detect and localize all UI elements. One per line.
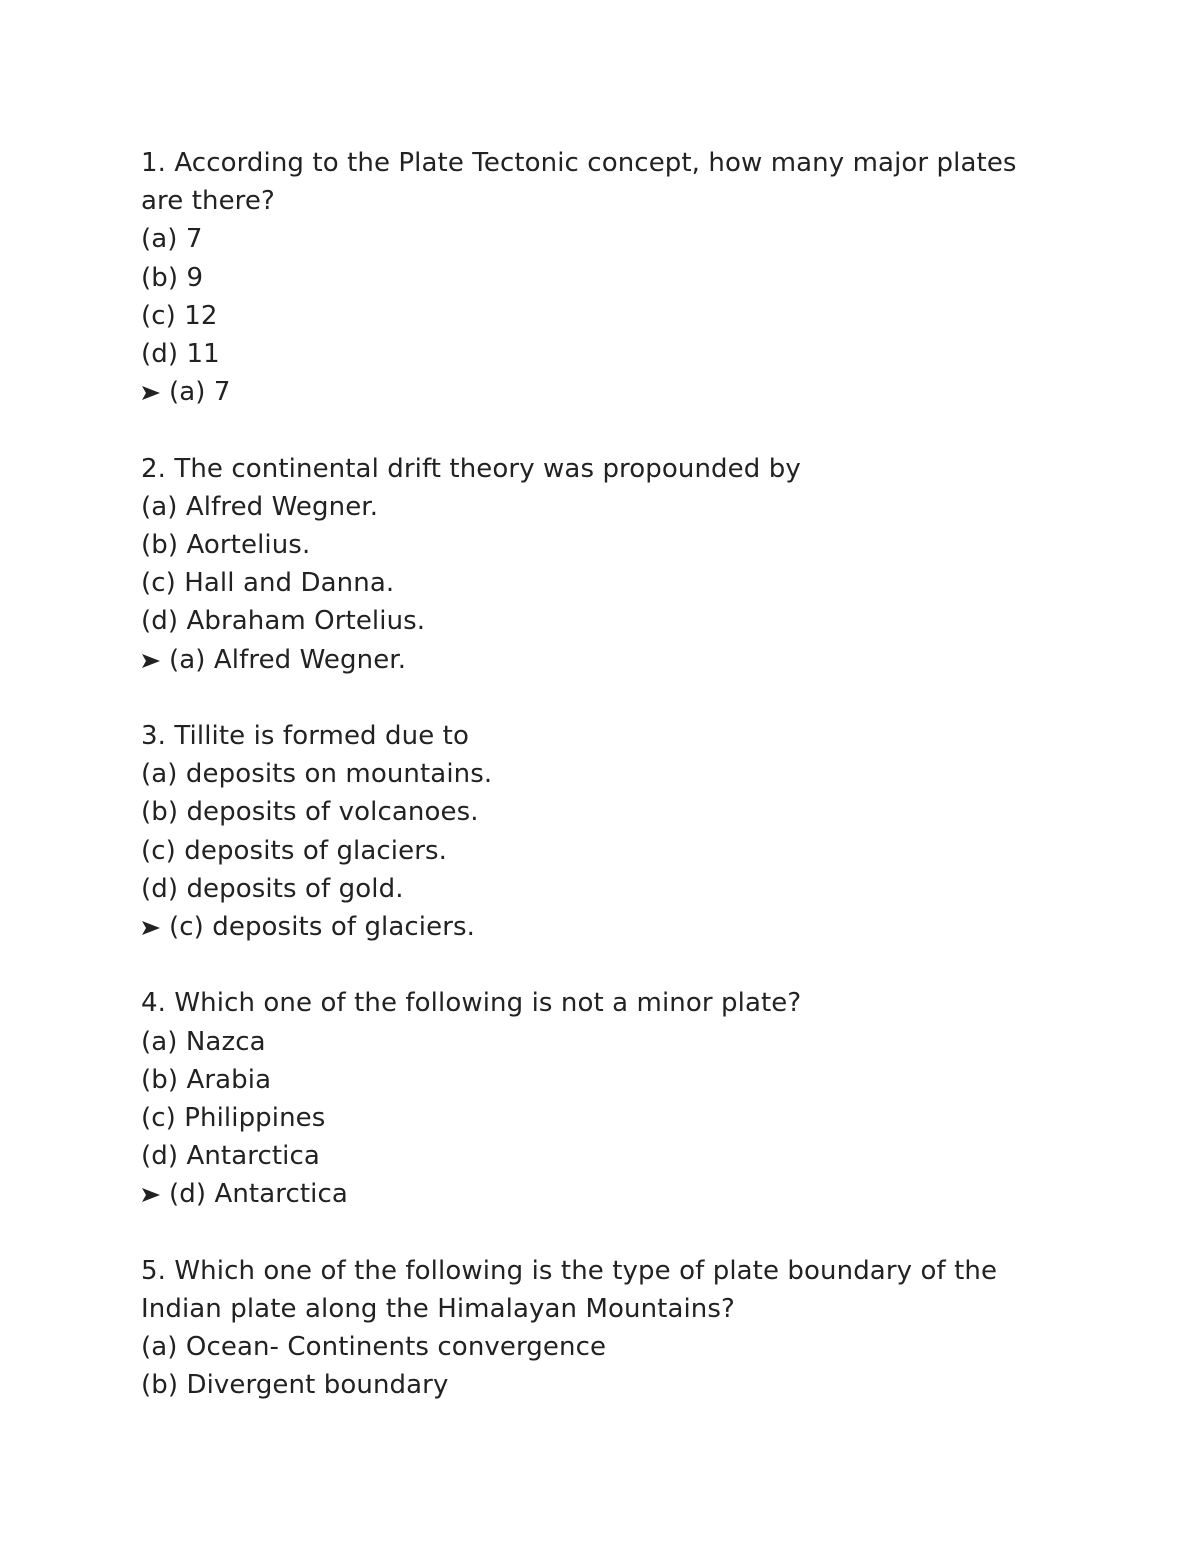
question-3 — [141, 717, 1041, 946]
option-a: (a) deposits on mountains. — [141, 759, 493, 790]
answer-text: (c) deposits of glaciers. — [169, 912, 476, 943]
option-c: (c) 12 — [141, 300, 218, 331]
option-a: (a) Alfred Wegner. — [141, 491, 379, 522]
question-text: 1. According to the Plate Tectonic concept, how many major plates are there? — [141, 148, 1017, 217]
option-b: (b) Arabia — [141, 1064, 272, 1095]
answer-line — [141, 641, 1041, 679]
question-5 — [141, 1252, 1041, 1405]
answer-line — [141, 373, 1041, 411]
question-2 — [141, 450, 1041, 679]
arrow-pointer-icon — [141, 385, 161, 401]
option-d: (d) deposits of gold. — [141, 873, 404, 904]
answer-text: (a) Alfred Wegner. — [169, 644, 407, 675]
question-text: 5. Which one of the following is the type of plate boundary of the Indian plate along the Himalayan Mountains? — [141, 1255, 998, 1325]
option-d: (d) 11 — [141, 339, 220, 370]
option-c: (c) Philippines — [141, 1103, 326, 1134]
option-a: (a) Ocean- Continents convergence — [141, 1332, 607, 1363]
option-a: (a) Nazca — [141, 1026, 266, 1057]
answer-line — [141, 1175, 1041, 1213]
question-4 — [141, 984, 1041, 1213]
arrow-pointer-icon — [141, 920, 161, 936]
question-text: 2. The continental drift theory was propounded by — [141, 453, 801, 484]
question-text: 4. Which one of the following is not a minor plate? — [141, 988, 802, 1019]
question-text: 3. Tillite is formed due to — [141, 721, 469, 752]
arrow-pointer-icon — [141, 653, 161, 669]
option-b: (b) 9 — [141, 262, 204, 293]
option-a: (a) 7 — [141, 224, 203, 255]
answer-text: (d) Antarctica — [169, 1179, 348, 1210]
option-d: (d) Abraham Ortelius. — [141, 606, 426, 637]
document-page — [141, 144, 1041, 1405]
option-d: (d) Antarctica — [141, 1141, 320, 1172]
option-b: (b) Aortelius. — [141, 530, 311, 561]
question-1 — [141, 144, 1041, 411]
option-c: (c) deposits of glaciers. — [141, 835, 448, 866]
option-c: (c) Hall and Danna. — [141, 568, 395, 599]
answer-line — [141, 908, 1041, 946]
option-b: (b) Divergent boundary — [141, 1370, 449, 1401]
arrow-pointer-icon — [141, 1187, 161, 1203]
answer-text: (a) 7 — [169, 377, 231, 408]
option-b: (b) deposits of volcanoes. — [141, 797, 479, 828]
